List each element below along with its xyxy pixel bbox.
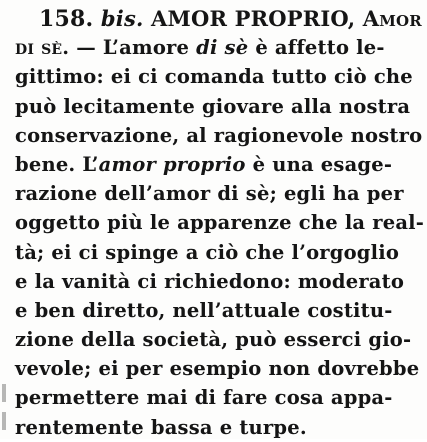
text-line-14: permettere mai di fare cosa appa- <box>15 386 393 410</box>
text-line-2-tail: è affetto le- <box>248 36 385 60</box>
entry-heading-secondary-b: di sè. <box>15 36 70 60</box>
margin-mark-1 <box>2 384 6 402</box>
text-line-10: e la vanità ci richiedono: moderato <box>15 269 405 293</box>
entry-heading-secondary-a: Amor <box>362 6 422 31</box>
text-line-6 <box>15 150 425 179</box>
text-line-11: e ben diretto, nell’attuale costitu- <box>15 298 393 322</box>
text-line-8: oggetto più le apparenze che la real- <box>15 211 425 235</box>
text-line-2 <box>15 33 425 62</box>
text-line-15: rentemente bassa e turpe. <box>15 415 307 439</box>
text-line-6-tail: è una esage- <box>245 152 393 176</box>
text-line-2-body: — L’amore <box>69 36 197 60</box>
text-line-2-italic: di sè <box>196 36 249 60</box>
text-line-9: tà; ei ci spinge a ciò che l’orgoglio <box>15 240 400 264</box>
entry-heading-line <box>15 4 425 33</box>
text-line-7: razione dell’amor di sè; egli ha per <box>15 182 404 206</box>
text-line-3: gittimo: ei ci comanda tutto ciò che <box>15 65 413 89</box>
dictionary-entry <box>15 4 425 442</box>
text-line-13: vevole; ei per esempio non dovrebbe <box>15 357 420 381</box>
text-line-6-head: bene. L’ <box>15 152 99 176</box>
text-line-12: zione della società, può esserci gio- <box>15 328 412 352</box>
margin-mark-2 <box>2 412 6 430</box>
text-line-4: può lecitamente giovare alla nostra <box>15 94 411 118</box>
text-line-6-italic: amor proprio <box>98 152 246 176</box>
entry-suffix: bis. <box>100 6 144 31</box>
entry-heading: AMOR PROPRIO, <box>151 6 356 31</box>
entry-number: 158. <box>39 6 94 32</box>
text-line-5: conservazione, al ragionevole nostro <box>15 123 423 147</box>
